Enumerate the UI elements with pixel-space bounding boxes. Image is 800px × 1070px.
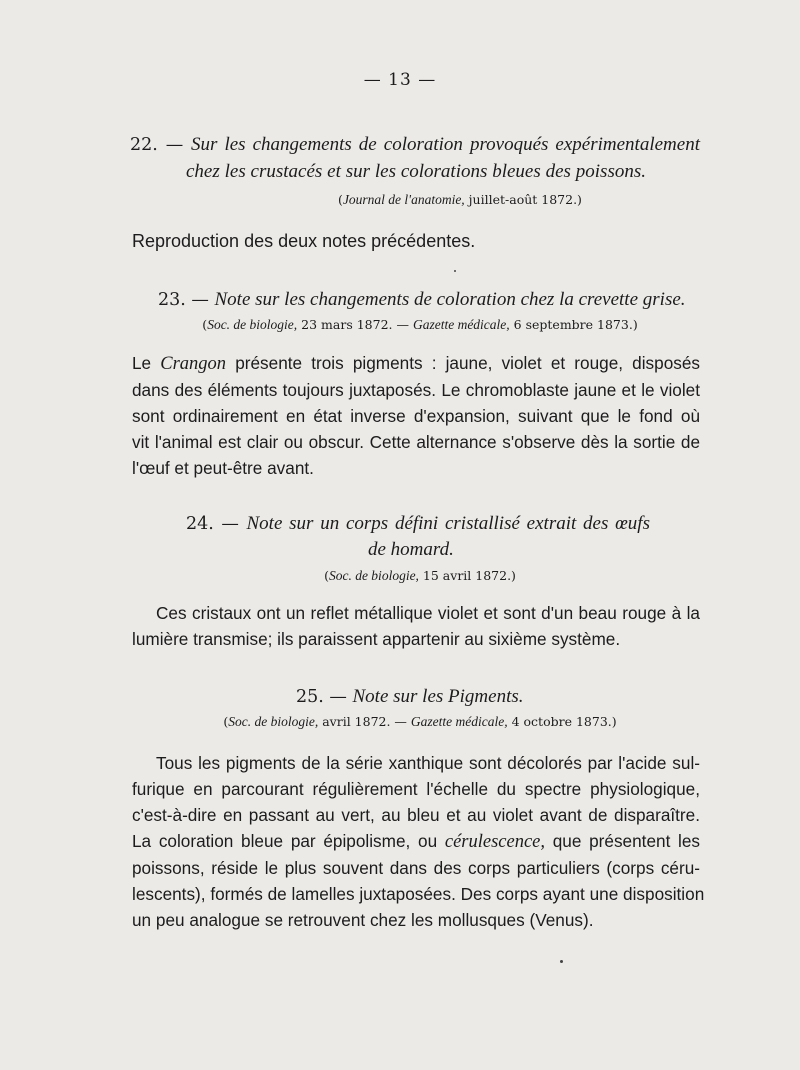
entry-23-title-text: Note sur les changements de coloration chez la crevette grise. [214,289,686,310]
page-number: — 13 — [363,70,437,90]
entry-23-citation: (Soc. de biologie, 23 mars 1872. — Gazette médicale, 6 septembre 1873.) [202,317,638,332]
entry-22-title-2 [186,159,646,185]
entry-25-body2-italic: cérulescence, [444,832,546,852]
entry-24-body-line-2: lumière transmise; ils paraissent appartenir au sixième système. [132,629,621,649]
entry-23-date2: 6 septembre 1873. [513,317,633,332]
entry-24-title-text1: Note sur un corps défini cristallisé extrait des œufs [246,513,650,534]
entry-23-source1: Soc. de biologie, [207,317,298,332]
entry-23-body [132,350,700,481]
ink-speck [560,960,563,963]
entry-25-body2-lead: La coloration bleue par épipolisme, ou [132,831,438,851]
entry-22-title-text2: chez les crustacés et sur les colorations bleues des poissons. [186,161,646,182]
entry-25-source2: Gazette médicale, [410,714,508,729]
entry-24-source: Soc. de biologie, [328,568,419,583]
entry-23-date1: 23 mars 1872. — [301,317,409,332]
entry-24-dash: — [221,514,239,534]
entry-25-date2: 4 octobre 1873. [511,714,612,729]
entry-25-dash: — [329,687,347,707]
entry-25-title-text: Note sur les Pigments. [352,686,524,707]
entry-23-body-line-2: dans des éléments toujours juxtaposés. Le chromoblaste jaune et le violet [132,380,700,400]
entry-25-date1: avril 1872. — [322,714,407,729]
entry-25-body-line-3: c'est-à-dire en passant au vert, au bleu et au violet avant de disparaître. [132,805,700,825]
entry-23-body-line-4: vit l'animal est clair ou obscur. Cette alternance s'observe dès la sortie de [132,432,700,452]
entry-25-body-line-5: poissons, réside le plus souvent dans des corps particuliers (corps céru- [132,858,700,878]
entry-25-body2-rest: que présentent les [552,831,701,851]
entry-25-number: 25. [296,687,324,707]
entry-23-title [158,287,686,313]
entry-25-body-line-6: lescents), formés de lamelles juxtaposées. Des corps ayant une disposition [132,884,705,904]
entry-23-number: 23. [158,290,186,310]
entry-25-source1: Soc. de biologie, [228,714,319,729]
entry-25-body [132,750,705,933]
entry-23-body-line-3: sont ordinairement en état inverse d'expansion, suivant que le fond où [132,406,700,426]
entry-25-citation: (Soc. de biologie, avril 1872. — Gazette médicale, 4 octobre 1873.) [223,714,617,729]
entry-22-title [130,132,700,158]
entry-24-title-line1 [186,511,650,537]
entry-23-dash: — [191,290,209,310]
entry-23-title-line [158,287,686,313]
entry-24-title-text2: de homard. [368,539,454,560]
entry-22-title-text1: Sur les changements de coloration provoqués expérimentalement [191,134,700,155]
entry-22-date: juillet-août 1872. [468,192,578,207]
entry-23-body-text-1: présente trois pigments : jaune, violet et rouge, disposés [235,353,700,373]
entry-24-citation: (Soc. de biologie, 15 avril 1872.) [324,568,516,583]
ink-speck [454,270,456,272]
entry-24-body-line-1: Ces cristaux ont un reflet métallique violet et sont d'un beau rouge à la [156,603,700,623]
entry-22-citation: (Journal de l'anatomie, juillet-août 1872.) [338,192,582,207]
entry-23-body-line-1 [132,350,700,377]
entry-22-dash: — [165,135,184,155]
entry-25-body-line-7: un peu analogue se retrouvent chez les mollusques (Venus). [132,910,594,930]
entry-24-title-2 [368,537,488,563]
entry-23-body-line-5: l'œuf et peut-être avant. [132,458,314,478]
entry-24-body [132,600,700,652]
entry-23-body-lead: Le [132,353,152,373]
entry-22-number: 22. [130,135,158,155]
entry-24-number: 24. [186,514,214,534]
entry-25-body-line-2: furique en parcourant régulièrement l'échelle du spectre physiologique, [132,779,700,799]
entry-23-body-italic: Crangon [160,354,227,374]
entry-25-title [296,684,556,710]
entry-23-source2: Gazette médicale, [412,317,510,332]
entry-25-body-line-4 [132,828,700,855]
entry-22-body: Reproduction des deux notes précédentes. [132,231,476,251]
entry-24-title [186,511,650,537]
entry-25-body-line-1: Tous les pigments de la série xanthique sont décolorés par l'acide sul- [156,753,700,773]
entry-22-title-line1 [130,132,700,158]
entry-22-journal: Journal de l'anatomie, [342,192,465,207]
entry-24-date: 15 avril 1872. [422,568,512,583]
entry-22-title-line2 [186,159,646,185]
